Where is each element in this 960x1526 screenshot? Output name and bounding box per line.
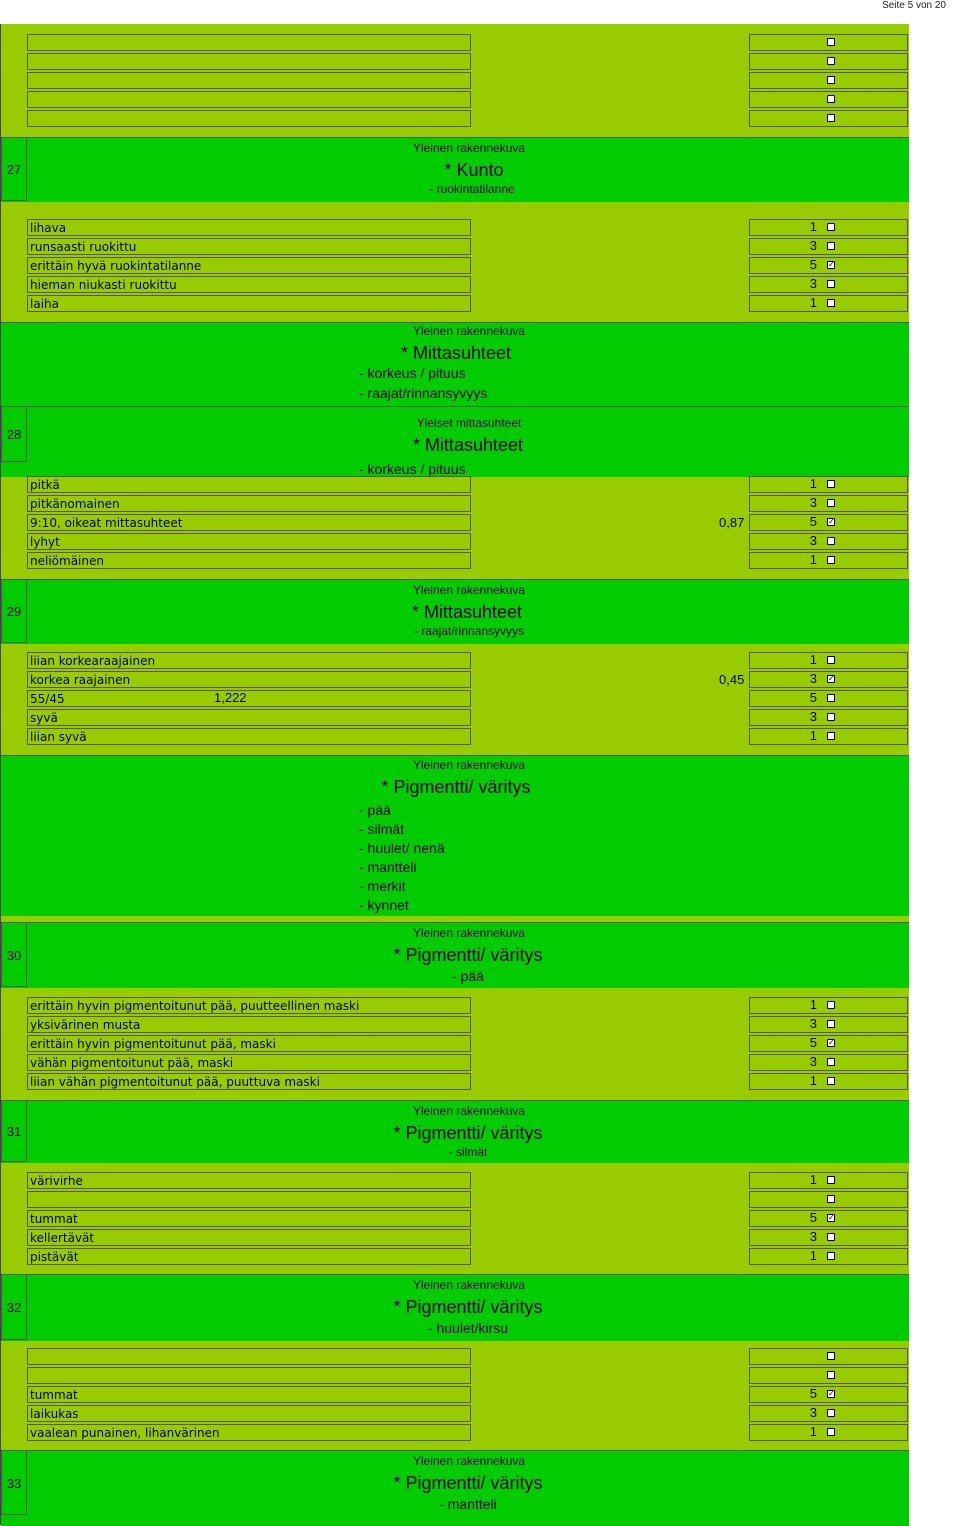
option-label bbox=[27, 1348, 471, 1365]
option-label: vähän pigmentoitunut pää, maski bbox=[27, 1054, 471, 1071]
section-heading: * Mittasuhteet bbox=[412, 435, 524, 455]
section-title: Yleinen rakennekuva bbox=[412, 141, 526, 155]
score-value: 1 bbox=[809, 728, 817, 743]
option-checkbox[interactable] bbox=[827, 95, 835, 103]
section-number: 28 bbox=[1, 406, 27, 462]
option-label bbox=[27, 1191, 471, 1208]
option-label: pistävät bbox=[27, 1248, 471, 1265]
section-title: Yleinen rakennekuva bbox=[412, 1454, 526, 1468]
section-title: Yleinen rakennekuva bbox=[412, 324, 526, 338]
option-checkbox[interactable] bbox=[827, 556, 835, 564]
option-label: pitkänomainen bbox=[27, 495, 471, 512]
option-label: liian korkearaajainen bbox=[27, 652, 471, 669]
section-number: 29 bbox=[1, 579, 27, 643]
score-value: 3 bbox=[809, 1405, 817, 1420]
option-label: liian syvä bbox=[27, 728, 471, 745]
section-subheading: - korkeus / pituus bbox=[359, 365, 466, 381]
option-label: lihava bbox=[27, 219, 471, 236]
option-checkbox[interactable] bbox=[827, 537, 835, 545]
section-title: Yleiset mittasuhteet bbox=[416, 416, 522, 430]
option-label bbox=[27, 72, 471, 89]
section-number: 30 bbox=[1, 922, 27, 987]
section-subheading: - raajat/rinnansyvyys bbox=[413, 624, 525, 638]
option-checkbox[interactable] bbox=[827, 1252, 835, 1260]
section-number: 27 bbox=[1, 137, 27, 201]
option-checkbox[interactable]: ✓ bbox=[828, 1389, 835, 1398]
section-subheading: - huulet/kirsu bbox=[427, 1320, 509, 1336]
score-value: 3 bbox=[809, 495, 817, 510]
score-value: 3 bbox=[809, 533, 817, 548]
score-value: 1 bbox=[809, 295, 817, 310]
score-value: 5 bbox=[809, 1035, 817, 1050]
section-heading: * Pigmentti/ väritys bbox=[381, 777, 531, 797]
option-checkbox[interactable] bbox=[827, 38, 835, 46]
option-checkbox[interactable] bbox=[827, 499, 835, 507]
option-checkbox[interactable] bbox=[827, 76, 835, 84]
option-label: erittäin hyvin pigmentoitunut pää, maski bbox=[27, 1035, 471, 1052]
option-label: neliömäinen bbox=[27, 552, 471, 569]
option-label: pitkä bbox=[27, 476, 471, 493]
score-value: 5 bbox=[809, 257, 817, 272]
section-number: 31 bbox=[1, 1100, 27, 1162]
score-value: 5 bbox=[809, 1386, 817, 1401]
score-value: 1 bbox=[809, 1248, 817, 1263]
ratio-value: 1,222 bbox=[214, 690, 247, 705]
option-label: tummat bbox=[27, 1386, 471, 1403]
option-label bbox=[27, 34, 471, 51]
score-value: 1 bbox=[809, 552, 817, 567]
option-label bbox=[27, 53, 471, 70]
option-checkbox[interactable] bbox=[827, 656, 835, 664]
option-checkbox[interactable] bbox=[827, 280, 835, 288]
option-label: liian vähän pigmentoitunut pää, puuttuva maski bbox=[27, 1073, 471, 1090]
option-checkbox[interactable] bbox=[827, 1195, 835, 1203]
section-title: Yleinen rakennekuva bbox=[412, 1104, 526, 1118]
pigment-item: - merkit bbox=[359, 878, 406, 894]
pigment-item: - mantteli bbox=[359, 859, 417, 875]
option-checkbox[interactable] bbox=[827, 1409, 835, 1417]
section-subheading: - pää bbox=[452, 968, 484, 984]
section-number: 32 bbox=[1, 1274, 27, 1340]
section-title: Yleinen rakennekuva bbox=[412, 1278, 526, 1292]
option-checkbox[interactable]: ✓ bbox=[828, 260, 835, 269]
option-label bbox=[27, 1367, 471, 1384]
option-checkbox[interactable] bbox=[827, 1077, 835, 1085]
score-value: 5 bbox=[809, 1210, 817, 1225]
option-label: yksivärinen musta bbox=[27, 1016, 471, 1033]
evaluation-sheet bbox=[0, 24, 909, 1525]
section-heading: * Pigmentti/ väritys bbox=[393, 1123, 543, 1143]
score-value: 1 bbox=[809, 219, 817, 234]
score-value: 5 bbox=[809, 690, 817, 705]
option-checkbox[interactable] bbox=[827, 57, 835, 65]
option-checkbox[interactable] bbox=[827, 713, 835, 721]
option-checkbox[interactable] bbox=[827, 694, 835, 702]
option-label: erittäin hyvin pigmentoitunut pää, puutteellinen maski bbox=[27, 997, 471, 1014]
section-number: 33 bbox=[1, 1450, 27, 1515]
score-value: 3 bbox=[809, 276, 817, 291]
option-checkbox[interactable]: ✓ bbox=[828, 1213, 835, 1222]
section-title: Yleinen rakennekuva bbox=[412, 583, 526, 597]
score-value: 3 bbox=[809, 709, 817, 724]
score-value: 3 bbox=[809, 1054, 817, 1069]
option-checkbox[interactable] bbox=[827, 1176, 835, 1184]
section-heading: * Pigmentti/ väritys bbox=[393, 945, 543, 965]
section-heading: * Pigmentti/ väritys bbox=[393, 1473, 543, 1493]
page-number: Seite 5 von 20 bbox=[882, 0, 946, 11]
option-label: hieman niukasti ruokittu bbox=[27, 276, 471, 293]
section-subheading: - korkeus / pituus bbox=[359, 461, 466, 477]
option-label: 55/45 bbox=[27, 690, 471, 707]
section-title: Yleinen rakennekuva bbox=[412, 758, 526, 772]
option-checkbox[interactable] bbox=[827, 242, 835, 250]
option-checkbox[interactable]: ✓ bbox=[828, 1038, 835, 1047]
section-subheading: - silmät bbox=[448, 1145, 488, 1159]
section-subheading: - raajat/rinnansyvyys bbox=[359, 385, 488, 401]
option-label: laikukas bbox=[27, 1405, 471, 1422]
option-label: runsaasti ruokittu bbox=[27, 238, 471, 255]
option-label: lyhyt bbox=[27, 533, 471, 550]
option-label: korkea raajainen bbox=[27, 671, 471, 688]
option-label: laiha bbox=[27, 295, 471, 312]
section-subheading: - mantteli bbox=[439, 1496, 497, 1512]
score-value: 1 bbox=[809, 1172, 817, 1187]
option-checkbox[interactable] bbox=[827, 299, 835, 307]
option-label: tummat bbox=[27, 1210, 471, 1227]
option-checkbox[interactable] bbox=[827, 732, 835, 740]
option-checkbox[interactable] bbox=[827, 1371, 835, 1379]
option-checkbox[interactable]: ✓ bbox=[828, 674, 835, 683]
option-label: 9:10, oikeat mittasuhteet bbox=[27, 514, 471, 531]
option-checkbox[interactable] bbox=[827, 1233, 835, 1241]
score-value: 3 bbox=[809, 1229, 817, 1244]
pigment-item: - huulet/ nenä bbox=[359, 840, 445, 856]
section-heading: * Mittasuhteet bbox=[411, 602, 523, 622]
score-value: 1 bbox=[809, 1073, 817, 1088]
section-heading: * Pigmentti/ väritys bbox=[393, 1297, 543, 1317]
option-checkbox[interactable] bbox=[827, 114, 835, 122]
pigment-item: - kynnet bbox=[359, 897, 409, 913]
option-checkbox[interactable] bbox=[827, 480, 835, 488]
option-checkbox[interactable]: ✓ bbox=[828, 517, 835, 526]
option-label bbox=[27, 110, 471, 127]
option-label: vaalean punainen, lihanvärinen bbox=[27, 1424, 471, 1441]
measured-value: 0,87 bbox=[719, 515, 745, 530]
score-value: 1 bbox=[809, 997, 817, 1012]
option-label: värivirhe bbox=[27, 1172, 471, 1189]
option-label: erittäin hyvä ruokintatilanne bbox=[27, 257, 471, 274]
section-title: Yleinen rakennekuva bbox=[412, 926, 526, 940]
score-value: 1 bbox=[809, 1424, 817, 1439]
measured-value: 0,45 bbox=[719, 672, 745, 687]
option-checkbox[interactable] bbox=[827, 1352, 835, 1360]
option-label bbox=[27, 91, 471, 108]
option-checkbox[interactable] bbox=[827, 1001, 835, 1009]
pigment-item: - pää bbox=[359, 802, 391, 818]
score-value: 3 bbox=[809, 1016, 817, 1031]
pigment-item: - silmät bbox=[359, 821, 405, 837]
section-heading: * Mittasuhteet bbox=[400, 343, 512, 363]
score-value: 1 bbox=[809, 476, 817, 491]
score-value: 1 bbox=[809, 652, 817, 667]
score-value: 3 bbox=[809, 671, 817, 686]
option-label: kellertävät bbox=[27, 1229, 471, 1246]
score-value: 5 bbox=[809, 514, 817, 529]
score-value: 3 bbox=[809, 238, 817, 253]
option-checkbox[interactable] bbox=[827, 1020, 835, 1028]
option-label: syvä bbox=[27, 709, 471, 726]
option-checkbox[interactable] bbox=[827, 1428, 835, 1436]
section-heading: * Kunto bbox=[444, 160, 504, 180]
option-checkbox[interactable] bbox=[827, 1058, 835, 1066]
section-subheading: - ruokintatilanne bbox=[429, 182, 515, 196]
option-checkbox[interactable] bbox=[827, 223, 835, 231]
